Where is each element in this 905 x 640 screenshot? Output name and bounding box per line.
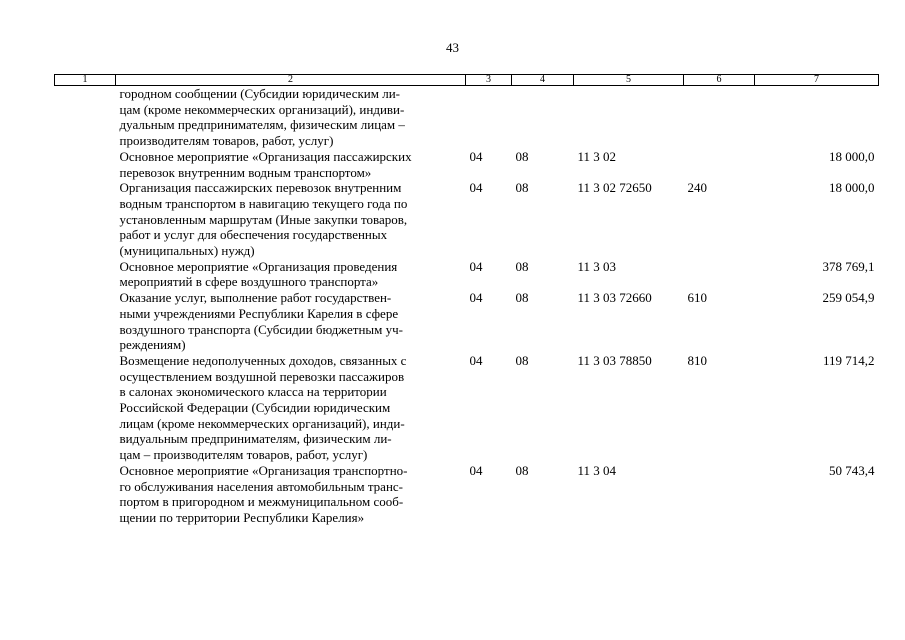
row-name-line: установленным маршрутам (Иные закупки товаров, xyxy=(119,211,408,227)
table-row xyxy=(55,463,879,526)
column-number-7: 7 xyxy=(755,75,879,86)
row-name-line: (муниципальных) нужд) xyxy=(119,243,255,259)
row-name-cell xyxy=(116,353,466,463)
subsection-code-cell: 08 xyxy=(515,462,529,478)
subsection-code-cell: 08 xyxy=(515,180,529,196)
table-row xyxy=(55,149,879,180)
subsection-code-cell xyxy=(512,86,574,149)
subsection-code-cell: 08 xyxy=(515,290,529,306)
page-number: 43 xyxy=(446,40,459,55)
row-name-line: мероприятий в сфере воздушного транспорта» xyxy=(119,274,379,290)
row-name-line: осуществлением воздушной перевозки пассажиров xyxy=(119,368,405,384)
row-name-line: Основное мероприятие «Организация проведения xyxy=(119,258,398,274)
row-name-cell xyxy=(116,463,466,526)
section-code-cell: 04 xyxy=(469,462,483,478)
table-body xyxy=(55,86,879,526)
section-code-cell: 04 xyxy=(469,290,483,306)
target-article-cell: 11 3 02 72650 xyxy=(577,180,652,196)
subsection-code-cell: 08 xyxy=(515,148,529,164)
row-name-line: производителям товаров, работ, услуг) xyxy=(119,133,334,149)
row-name-line: Оказание услуг, выполнение работ государствен- xyxy=(119,290,392,306)
section-code-cell: 04 xyxy=(469,148,483,164)
table-row xyxy=(55,353,879,463)
row-name-cell xyxy=(116,149,466,180)
amount-cell: 50 743,4 xyxy=(829,462,875,478)
row-name-line: дуальным предпринимателям, физическим лицам – xyxy=(119,117,405,133)
expense-type-cell xyxy=(684,149,755,180)
amount-cell: 259 054,9 xyxy=(822,290,875,306)
target-article-cell: 11 3 03 xyxy=(577,258,617,274)
row-name-line: щении по территории Республики Карелия» xyxy=(119,509,365,525)
section-code-cell: 04 xyxy=(469,180,483,196)
column-number-4: 4 xyxy=(512,75,574,86)
expense-type-cell: 810 xyxy=(687,352,707,368)
row-name-cell xyxy=(116,180,466,259)
amount-cell xyxy=(755,86,879,149)
target-article-cell: 11 3 03 78850 xyxy=(577,352,652,368)
target-article-cell: 11 3 02 xyxy=(577,148,617,164)
row-name-line: воздушного транспорта (Субсидии бюджетным уч- xyxy=(119,321,403,337)
row-number-cell xyxy=(55,149,116,180)
section-code-cell: 04 xyxy=(469,258,483,274)
row-name-line: работ и услуг для обеспечения государственных xyxy=(119,227,388,243)
row-number-cell xyxy=(55,86,116,149)
row-number-cell xyxy=(55,290,116,353)
subsection-code-cell: 08 xyxy=(515,258,529,274)
row-name-cell xyxy=(116,290,466,353)
budget-table xyxy=(54,74,879,526)
row-name-line: портом в пригородном и межмуниципальном сооб- xyxy=(119,494,404,510)
column-number-3: 3 xyxy=(466,75,512,86)
column-number-2: 2 xyxy=(116,75,466,86)
row-number-cell xyxy=(55,353,116,463)
expense-type-cell xyxy=(684,86,755,149)
row-name-line: ными учреждениями Республики Карелия в сфере xyxy=(119,305,399,321)
row-number-cell xyxy=(55,463,116,526)
row-name-line: Российской Федерации (Субсидии юридическим xyxy=(119,400,391,416)
expense-type-cell xyxy=(684,259,755,290)
section-code-cell: 04 xyxy=(469,352,483,368)
row-name-line: Возмещение недополученных доходов, связанных с xyxy=(119,352,407,368)
table-row xyxy=(55,290,879,353)
row-name-cell xyxy=(116,259,466,290)
expense-type-cell: 240 xyxy=(687,180,707,196)
target-article-cell xyxy=(574,86,684,149)
column-number-header-row xyxy=(55,75,879,86)
row-name-line: Основное мероприятие «Организация пассажирских xyxy=(119,148,412,164)
row-name-line: цам (кроме некоммерческих организаций), индиви- xyxy=(119,101,405,117)
row-name-line: перевозок внутренним водным транспортом» xyxy=(119,164,372,180)
row-name-line: цам – производителям товаров, работ, услуг) xyxy=(119,447,368,463)
row-name-line: лицам (кроме некоммерческих организаций), инди- xyxy=(119,415,405,431)
column-number-6: 6 xyxy=(684,75,755,86)
row-name-cell xyxy=(116,86,466,149)
row-name-line: Организация пассажирских перевозок внутренним xyxy=(119,180,402,196)
table-row xyxy=(55,86,879,149)
row-number-cell xyxy=(55,180,116,259)
table-row xyxy=(55,259,879,290)
row-name-line: Основное мероприятие «Организация транспортно- xyxy=(119,462,408,478)
row-name-line: городном сообщении (Субсидии юридическим ли- xyxy=(119,86,401,101)
target-article-cell: 11 3 03 72660 xyxy=(577,290,652,306)
target-article-cell: 11 3 04 xyxy=(577,462,617,478)
expense-type-cell: 610 xyxy=(687,290,707,306)
amount-cell: 18 000,0 xyxy=(829,180,875,196)
amount-cell: 378 769,1 xyxy=(822,258,875,274)
row-name-line: водным транспортом в навигацию текущего года по xyxy=(119,195,408,211)
column-number-5: 5 xyxy=(574,75,684,86)
row-name-line: видуальным предпринимателям, физическим ли- xyxy=(119,431,392,447)
amount-cell: 18 000,0 xyxy=(829,148,875,164)
row-name-line: в салонах экономического класса на территории xyxy=(119,384,387,400)
row-name-line: го обслуживания населения автомобильным транс- xyxy=(119,478,403,494)
section-code-cell xyxy=(466,86,512,149)
subsection-code-cell: 08 xyxy=(515,352,529,368)
amount-cell: 119 714,2 xyxy=(822,352,875,368)
expense-type-cell xyxy=(684,463,755,526)
row-name-line: реждениям) xyxy=(119,337,186,353)
column-number-1: 1 xyxy=(55,75,116,86)
table-row xyxy=(55,180,879,259)
row-number-cell xyxy=(55,259,116,290)
